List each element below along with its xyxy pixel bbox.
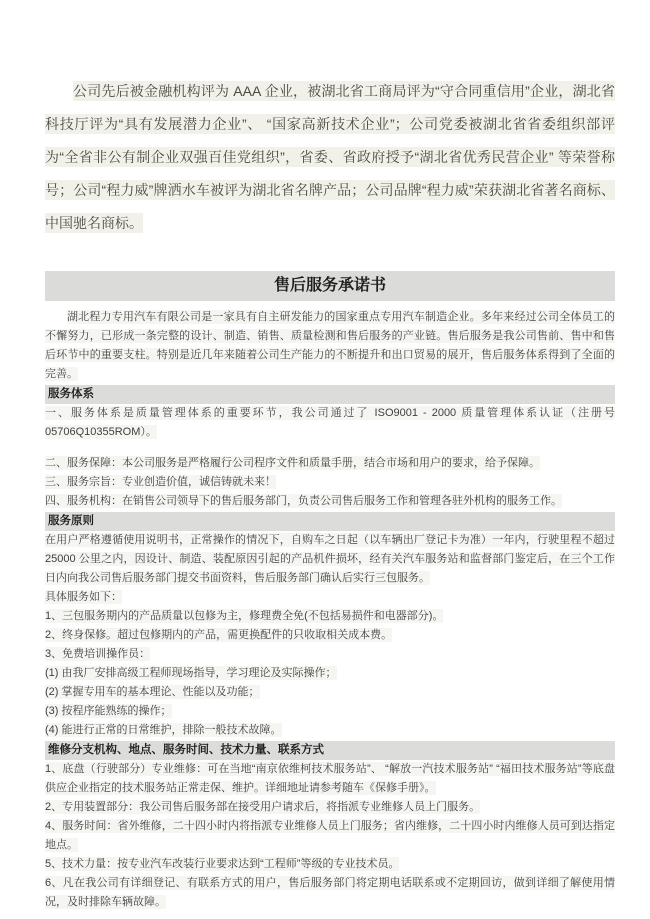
service-network-item-4: 4、服务时间：省外维修，二十四小时内将指派专业维修人员上门服务；省内维修，二十四小时内维修人员可到达指定地点。 — [45, 820, 615, 851]
section-heading-service-network: 维修分支机构、地点、服务时间、技术力量、联系方式 — [45, 741, 615, 760]
accolades-text: 公司先后被金融机构评为 AAA 企业，被湖北省工商局评为“守合同重信用”企业，湖北省科技厅评为“具有发展潜力企业”、 “国家高新技术企业”；公司党委被湖北省省委组织部评为“全省非公有制企业双强百佳党组织”，省委、省政府授予“湖北省优秀民营企业” 等荣誉称号；公司“程力威”牌洒水车被评为湖北省名牌产品；公司品牌“程力威”荣获湖北省著名商标、中国驰名商标。 — [45, 83, 615, 231]
service-principles-item-1: 1、三包服务期内的产品质量以包修为主，修理费全免(不包括易损件和电器部分)。 — [45, 610, 444, 622]
service-network-item-1: 1、底盘（行驶部分）专业维修：可在当地“南京依维柯技术服务站”、 “解放一汽技术服务站” “福田技术服务站”等底盘供应企业指定的技术服务站正常走保、维护。详细地址请参考随车《保修手册》。 — [45, 763, 615, 794]
document-title-bar: 售后服务承诺书 — [45, 271, 615, 301]
service-network-item-5: 5、技术力量：按专业汽车改装行业要求达到“工程师”等级的专业技术员。 — [45, 858, 400, 870]
service-network-item-6: 6、凡在我公司有详细登记、有联系方式的用户，售后服务部门将定期电话联系或不定期回访，做到详细了解使用情况，及时排除车辆故障。 — [45, 877, 615, 908]
section-heading-service-system: 服务体系 — [45, 385, 615, 404]
service-principles-subitem-2: (2) 掌握专用车的基本理论、性能以及功能； — [45, 686, 260, 698]
intro-paragraph — [45, 308, 615, 384]
intro-text: 湖北程力专用汽车有限公司是一家具有自主研发能力的国家重点专用汽车制造企业。多年来经过公司全体员工的不懈努力，已形成一条完整的设计、制造、销售、质量检测和售后服务的产业链。售后服务是我公司售前、售中和售后环节中的重要支柱。特别是近几年来随着公司生产能力的不断提升和出口贸易的展开，售后服务体系得到了全面的完善。 — [45, 311, 615, 380]
accolades-paragraph — [45, 75, 615, 240]
service-system-item-3: 三、服务宗旨：专业创造价值，诚信铸就未来！ — [45, 476, 276, 488]
service-system-item-4: 四、服务机构：在销售公司领导下的售后服务部门，负责公司售后服务工作和管理各驻外机构的服务工作。 — [45, 495, 562, 507]
service-network-item-2: 2、专用装置部分：我公司售后服务部在接受用户请求后，将指派专业维修人员上门服务。 — [45, 801, 481, 813]
service-principles-subitem-4: (4) 能进行正常的日常维护，排除一般技术故障。 — [45, 724, 282, 736]
service-system-item-1: 一、服务体系是质量管理体系的重要环节，我公司通过了 ISO9001 - 2000 质量管理体系认证（注册号 05706Q10355ROM）。 — [45, 407, 615, 438]
service-principles-item-3: 3、免费培训操作员： — [45, 648, 151, 660]
section-heading-service-principles: 服务原则 — [45, 512, 615, 531]
document-content — [45, 0, 615, 912]
service-principles-intro: 在用户严格遵循使用说明书，正常操作的情况下，自购车之日起（以车辆出厂登记卡为准）一年内，行驶里程不超过 25000 公里之内，因设计、制造、装配原因引起的产品机件损坏，经有关汽车服务站和监督部门鉴定后，在三个工作日内向我公司售后服务部门提交书面资料，售后服务部门确认后实行三包服务。 — [45, 534, 615, 584]
service-principles-item-2: 2、终身保修。超过包修期内的产品，需更换配件的只收取相关成本费。 — [45, 629, 393, 641]
service-system-item-2: 二、服务保障：本公司服务是严格履行公司程序文件和质量手册，结合市场和用户的要求，给予保障。 — [45, 457, 540, 469]
service-principles-subitem-3: (3) 按程序能熟练的操作； — [45, 705, 172, 717]
service-principles-list-intro: 具体服务如下： — [45, 591, 122, 603]
service-principles-subitem-1: (1) 由我厂安排高级工程师现场指导，学习理论及实际操作； — [45, 667, 337, 679]
